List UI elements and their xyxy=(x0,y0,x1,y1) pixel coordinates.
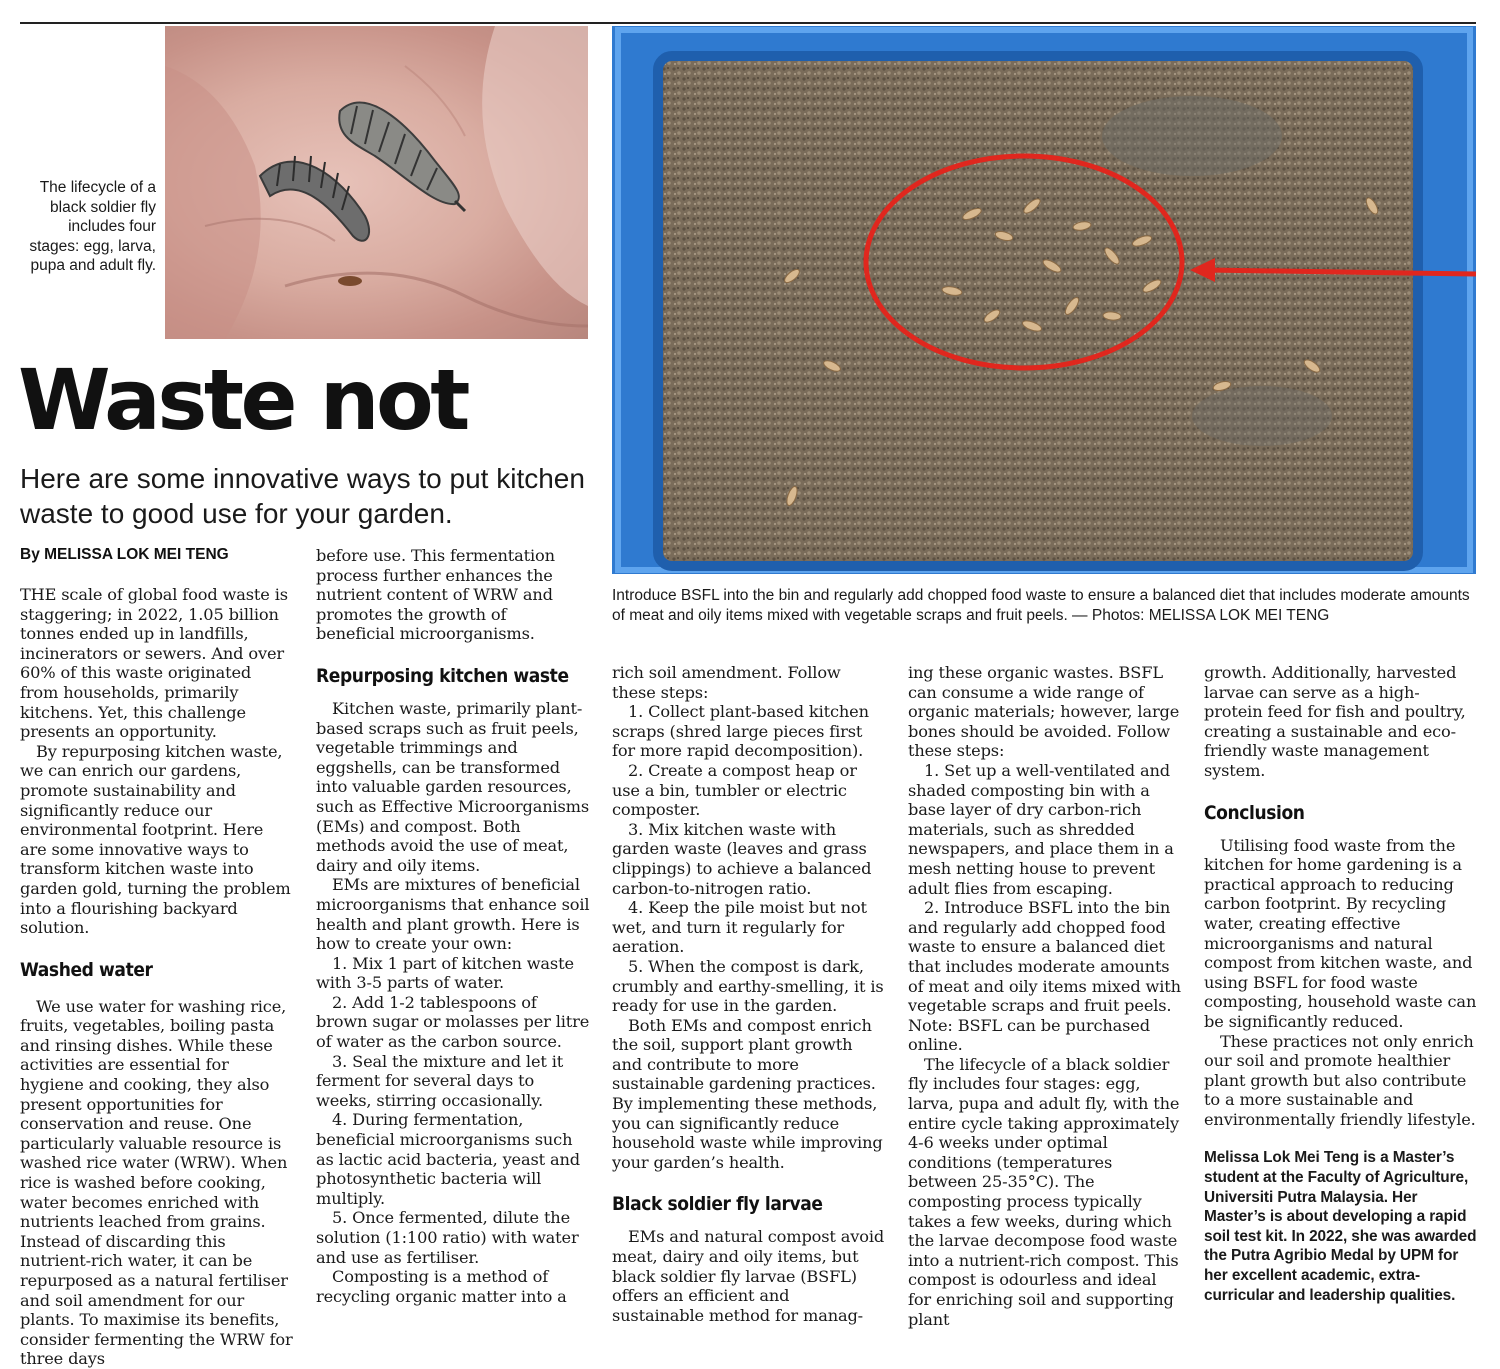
article-column-1 xyxy=(20,585,294,1369)
paragraph: Kitchen waste, primarily plant-based scraps such as fruit peels, vegetable trimmings and eggshells, can be transformed into valuable garden resources, such as Effective Microorganisms (EMs) and compost. Both methods avoid the use of meat, dairy and oily items. xyxy=(316,698,590,875)
paragraph: Both EMs and compost enrich the soil, support plant growth and contribute to more sustainable gardening practices. By implementing these methods, you can significantly reduce household waste while improving your garden’s health. xyxy=(612,1015,883,1172)
paragraph: We use water for washing rice, fruits, vegetables, boiling pasta and rinsing dishes. While these activities are essential for hygiene and cooking, they also present opportunities for conservation and reuse. One particularly valuable resource is washed rice water (WRW). When rice is washed before cooking, water becomes enriched with nutrients leached from grains. Instead of discarding this nutrient-rich water, it can be repurposed as a natural fertiliser and soil amendment for our plants. To maximise its benefits, consider fermenting the WRW for three days xyxy=(20,996,293,1369)
paragraph: growth. Additionally, harvested larvae can serve as a high-protein feed for fish and poultry, creating a sustainable and eco- friendly waste management system. xyxy=(1204,663,1466,780)
step: 3. Mix kitchen waste with garden waste (leaves and grass clippings) to achieve a balanced carbon-to-nitrogen ratio. xyxy=(612,819,872,898)
author-bio: Melissa Lok Mei Teng is a Master’s student at the Faculty of Agriculture, Universiti Putra Malaysia. Her Master’s is about developing a rapid soil test kit. In 2022, she was awarded the Putra Agribio Medal by UPM for her excellent academic, extra-curricular and leadership qualities. xyxy=(1204,1149,1477,1304)
standfirst: Here are some innovative ways to put kitchen waste to good use for your garden. xyxy=(20,463,585,529)
article-column-4 xyxy=(908,663,1182,1329)
bin-photo-caption: Introduce BSFL into the bin and regularly add chopped food waste to ensure a balanced diet that includes moderate amounts of meat and oily items mixed with vegetable scraps and fruit peels. — Photos: MELISSA LOK MEI TENG xyxy=(612,587,1470,624)
article-column-3 xyxy=(612,663,886,1325)
step: 2. Create a compost heap or use a bin, tumbler or electric composter. xyxy=(612,760,857,820)
subheading-conclusion: Conclusion xyxy=(1204,801,1305,824)
top-rule xyxy=(20,22,1476,24)
step: 1. Set up a well-ventilated and shaded composting bin with a base layer of dry carbon-rich materials, such as shredded newspapers, and place them in a mesh netting house to prevent adult flies from escaping. xyxy=(908,760,1174,898)
subheading-black-soldier-fly-larvae: Black soldier fly larvae xyxy=(612,1193,823,1216)
paragraph: The lifecycle of a black soldier fly includes four stages: egg, larva, pupa and adult fly, with the entire cycle taking approximately 4-6 weeks under optimal conditions (temperatures between 25-35°C). The composting process typically takes a few weeks, during which the larvae decompose food waste into a nutrient-rich compost. This compost is odourless and ideal for enriching soil and supporting plant xyxy=(908,1054,1180,1329)
step: 2. Introduce BSFL into the bin and regularly add chopped food waste to ensure a balanced diet that includes moderate amounts of meat and oily items mixed with vegetable scraps and fruit peels. Note: BSFL can be purchased online. xyxy=(908,898,1181,1055)
paragraph: Utilising food waste from the kitchen for home gardening is a practical approach to reducing carbon footprint. By recycling water, creating effective microorganisms and natural compost from kitchen waste, and using BSFL for food waste composting, household waste can be significantly reduced. xyxy=(1204,835,1477,1031)
step: 3. Seal the mixture and let it ferment for several days to weeks, stirring occasionally. xyxy=(316,1051,564,1110)
article-column-2 xyxy=(316,546,590,1306)
step: 5. When the compost is dark, crumbly and earthy-smelling, it is ready for use in the garden. xyxy=(612,956,884,1016)
paragraph: EMs and natural compost avoid meat, dairy and oily items, but black soldier fly larvae (BSFL) offers an efficient and sustainable method for manag- xyxy=(612,1227,885,1325)
paragraph: EMs are mixtures of beneficial microorganisms that enhance soil health and plant growth. Here is how to create your own: xyxy=(316,875,590,954)
step: 1. Collect plant-based kitchen scraps (shred large pieces first for more rapid decomposition). xyxy=(612,702,869,761)
subheading-washed-water: Washed water xyxy=(20,958,153,981)
paragraph: ing these organic wastes. BSFL can consume a wide range of organic materials; however, large bones should be avoided. Follow these steps: xyxy=(908,663,1180,761)
step: 1. Mix 1 part of kitchen waste with 3-5 parts of water. xyxy=(316,953,574,993)
paragraph: Composting is a method of recycling organic matter into a xyxy=(316,1267,567,1306)
subheading-repurposing-kitchen-waste: Repurposing kitchen waste xyxy=(316,664,569,687)
step: 2. Add 1-2 tablespoons of brown sugar or molasses per litre of water as the carbon source. xyxy=(316,992,590,1052)
paragraph: These practices not only enrich our soil and promote healthier plant growth but also contribute to a more sustainable and environmentally friendly lifestyle. xyxy=(1204,1031,1476,1129)
headline: Waste not xyxy=(18,351,467,449)
larvae-photo-caption: The lifecycle of a black soldier fly includes four stages: egg, larva, pupa and adult fly. xyxy=(29,179,156,274)
article-column-5 xyxy=(1204,663,1478,1305)
byline: By MELISSA LOK MEI TENG xyxy=(20,546,229,563)
bsfl-compost-bin-photo xyxy=(612,26,1476,574)
step: 4. During fermentation, beneficial microorganisms such as lactic acid bacteria, yeast and photosynthetic bacteria will multiply. xyxy=(316,1110,580,1208)
paragraph: By repurposing kitchen waste, we can enrich our gardens, promote sustainability and significantly reduce our environmental footprint. Here are some innovative ways to transform kitchen waste into garden gold, turning the problem into a flourishing backyard solution. xyxy=(20,741,291,938)
step: 5. Once fermented, dilute the solution (1:100 ratio) with water and use as fertiliser. xyxy=(316,1208,579,1267)
paragraph: before use. This fermentation process further enhances the nutrient content of WRW and promotes the growth of beneficial microorganisms. xyxy=(316,546,555,644)
paragraph: THE scale of global food waste is staggering; in 2022, 1.05 billion tonnes ended up in landfills, incinerators or sewers. And over 60% of this waste originated from households, primarily kitchens. Yet, this challenge presents an opportunity. xyxy=(20,585,288,742)
step: 4. Keep the pile moist but not wet, and turn it regularly for aeration. xyxy=(612,898,867,957)
paragraph: rich soil amendment. Follow these steps: xyxy=(612,663,841,702)
larvae-in-hand-photo xyxy=(165,26,588,339)
